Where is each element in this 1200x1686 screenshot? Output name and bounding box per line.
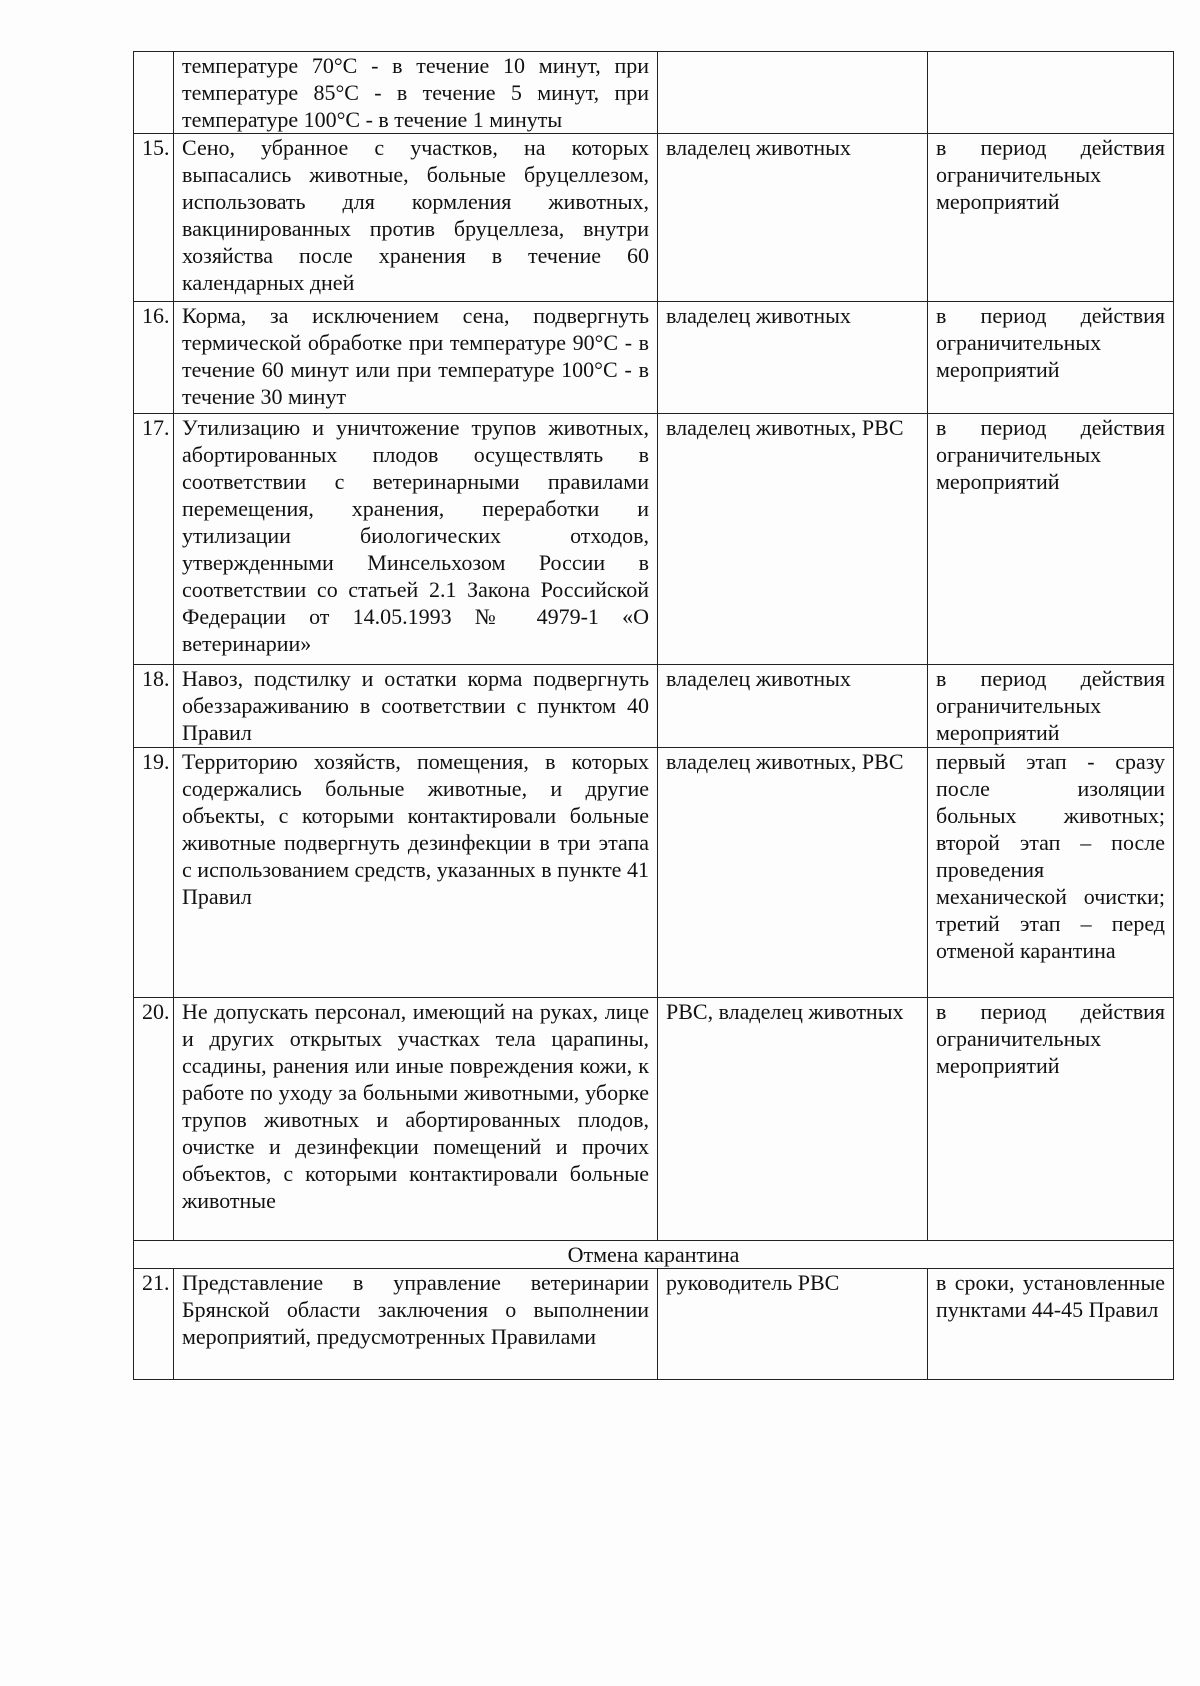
measure-text: Навоз, подстилку и остатки корма подвергнуть обеззараживанию в соответствии с пунктом 40 Правил bbox=[174, 665, 658, 748]
responsible-text bbox=[658, 52, 928, 134]
row-number: 15. bbox=[134, 134, 174, 302]
measure-text: Территорию хозяйств, помещения, в которых содержались больные животные, и другие объекты, с которыми контактировали больные животные подвергнуть дезинфекции в три этапа с использованием средств, указанных в пункте 41 Правил bbox=[174, 748, 658, 998]
measure-text: Сено, убранное с участков, на которых выпасались животные, больные бруцеллезом, использовать для кормления животных, вакцинированных против бруцеллеза, внутри хозяйства после хранения в течение 60 календарных дней bbox=[174, 134, 658, 302]
term-text: в период действия ограничительных мероприятий bbox=[928, 302, 1174, 414]
row-number: 16. bbox=[134, 302, 174, 414]
responsible-text: владелец животных bbox=[658, 665, 928, 748]
table-row bbox=[134, 52, 1174, 134]
responsible-text: владелец животных bbox=[658, 134, 928, 302]
term-text: в период действия ограничительных мероприятий bbox=[928, 665, 1174, 748]
responsible-text: владелец животных, РВС bbox=[658, 748, 928, 998]
responsible-text: владелец животных, РВС bbox=[658, 414, 928, 665]
measure-text: Представление в управление ветеринарии Брянской области заключения о выполнении мероприятий, предусмотренных Правилами bbox=[174, 1269, 658, 1380]
term-text: в период действия ограничительных мероприятий bbox=[928, 134, 1174, 302]
measure-text: температуре 70°С - в течение 10 минут, при температуре 85°С - в течение 5 минут, при температуре 100°С - в течение 1 минуты bbox=[174, 52, 658, 134]
measure-text: Не допускать персонал, имеющий на руках, лице и других открытых участках тела царапины, ссадины, ранения или иные повреждения кожи, к работе по уходу за больными животными, уборке трупов животных и абортированных плодов, очистке и дезинфекции помещений и прочих объектов, с которыми контактировали больные животные bbox=[174, 998, 658, 1241]
row-number: 18. bbox=[134, 665, 174, 748]
term-text: в сроки, установленные пунктами 44-45 Правил bbox=[928, 1269, 1174, 1380]
table-row bbox=[134, 748, 1174, 998]
table-row bbox=[134, 665, 1174, 748]
table-row bbox=[134, 134, 1174, 302]
row-number bbox=[134, 52, 174, 134]
row-number: 19. bbox=[134, 748, 174, 998]
measures-table bbox=[133, 51, 1174, 1380]
table-row bbox=[134, 1269, 1174, 1380]
term-text bbox=[928, 52, 1174, 134]
table-row bbox=[134, 414, 1174, 665]
term-text: первый этап - сразу после изоляции больных животных; второй этап – после проведения механической очистки; третий этап – перед отменой карантина bbox=[928, 748, 1174, 998]
measure-text: Утилизацию и уничтожение трупов животных, абортированных плодов осуществлять в соответствии с ветеринарными правилами перемещения, хранения, переработки и утилизации биологических отходов, утвержденными Минсельхозом России в соответствии со статьей 2.1 Закона Российской Федерации от 14.05.1993 № 4979-1 «О ветеринарии» bbox=[174, 414, 658, 665]
row-number: 21. bbox=[134, 1269, 174, 1380]
section-title: Отмена карантина bbox=[134, 1241, 1174, 1269]
table-row bbox=[134, 998, 1174, 1241]
row-number: 17. bbox=[134, 414, 174, 665]
term-text: в период действия ограничительных мероприятий bbox=[928, 414, 1174, 665]
responsible-text: руководитель РВС bbox=[658, 1269, 928, 1380]
responsible-text: владелец животных bbox=[658, 302, 928, 414]
term-text: в период действия ограничительных мероприятий bbox=[928, 998, 1174, 1241]
measure-text: Корма, за исключением сена, подвергнуть термической обработке при температуре 90°С - в течение 60 минут или при температуре 100°С - в течение 30 минут bbox=[174, 302, 658, 414]
table-row bbox=[134, 302, 1174, 414]
section-row bbox=[134, 1241, 1174, 1269]
responsible-text: РВС, владелец животных bbox=[658, 998, 928, 1241]
row-number: 20. bbox=[134, 998, 174, 1241]
